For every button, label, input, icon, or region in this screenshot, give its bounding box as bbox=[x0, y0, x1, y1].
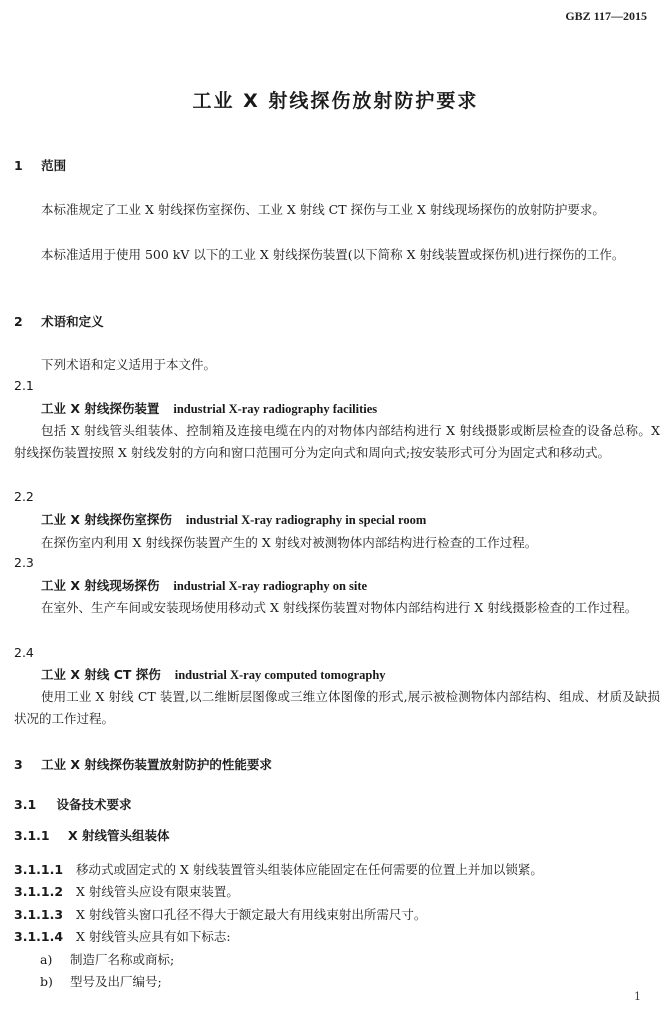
clause-number: 3.1.1.4 bbox=[14, 929, 64, 944]
section-title: 设备技术要求 bbox=[56, 797, 132, 812]
standard-code: GBZ 117—2015 bbox=[565, 9, 647, 23]
section-2-heading bbox=[14, 312, 104, 332]
clause-text: 移动式或固定式的 X 射线装置管头组装体应能固定在任何需要的位置上并加以锁紧。 bbox=[76, 862, 543, 877]
clause bbox=[14, 882, 239, 902]
list-marker: a) bbox=[40, 952, 53, 967]
section-number: 3 bbox=[14, 757, 23, 772]
term-definition: 包括 X 射线管头组装体、控制箱及连接电缆在内的对物体内部结构进行 X 射线摄影或断层检查的设备总称。X 射线探伤装置按照 X 射线发射的方向和窗口范围可分为定向式和周向式;按安装形式可分为固定式和移动式。 bbox=[14, 423, 660, 460]
term-english: industrial X-ray radiography facilities bbox=[173, 402, 378, 416]
term-chinese: 工业 X 射线现场探伤 bbox=[41, 578, 160, 593]
document-title: 工业 X 射线探伤放射防护要求 bbox=[192, 90, 479, 112]
term-number: 2.2 bbox=[14, 489, 34, 504]
term-number: 2.3 bbox=[14, 555, 34, 570]
list-item bbox=[40, 950, 174, 970]
page-number: 1 bbox=[634, 990, 641, 1003]
clause-text: X 射线管头应设有限束装置。 bbox=[76, 884, 239, 899]
section-title: 范围 bbox=[41, 158, 67, 173]
list-text: 制造厂名称或商标; bbox=[70, 952, 175, 967]
clause bbox=[14, 927, 231, 947]
term-heading bbox=[41, 399, 377, 419]
list-text: 型号及出厂编号; bbox=[70, 974, 162, 989]
term-chinese: 工业 X 射线 CT 探伤 bbox=[41, 667, 161, 682]
section-1-heading bbox=[14, 156, 66, 176]
subsection-heading bbox=[14, 795, 132, 815]
section-number: 1 bbox=[14, 158, 23, 173]
clause-text: X 射线管头应具有如下标志: bbox=[76, 929, 231, 944]
term-english: industrial X-ray radiography in special room bbox=[185, 513, 427, 527]
section-number: 3.1 bbox=[14, 797, 37, 812]
term-chinese: 工业 X 射线探伤装置 bbox=[41, 401, 160, 416]
term-definition: 使用工业 X 射线 CT 装置,以二维断层图像或三维立体图像的形式,展示被检测物体内部结构、组成、材质及缺损状况的工作过程。 bbox=[14, 689, 660, 726]
clause bbox=[14, 860, 543, 880]
clause-number: 3.1.1.2 bbox=[14, 884, 64, 899]
section-number: 2 bbox=[14, 314, 23, 329]
clause-number: 3.1.1.3 bbox=[14, 907, 64, 922]
term-heading bbox=[41, 665, 386, 685]
term-heading bbox=[41, 510, 426, 530]
term-definition: 在室外、生产车间或安装现场使用移动式 X 射线探伤装置对物体内部结构进行 X 射线摄影检查的工作过程。 bbox=[41, 600, 638, 615]
section-3-heading bbox=[14, 755, 272, 775]
section-title: 工业 X 射线探伤装置放射防护的性能要求 bbox=[41, 757, 272, 772]
term-english: industrial X-ray computed tomography bbox=[174, 668, 386, 682]
clause-text: X 射线管头窗口孔径不得大于额定最大有用线束射出所需尺寸。 bbox=[76, 907, 427, 922]
subsection-heading bbox=[14, 826, 169, 846]
term-english: industrial X-ray radiography on site bbox=[173, 579, 368, 593]
section-title: X 射线管头组装体 bbox=[67, 828, 170, 843]
term-definition: 在探伤室内利用 X 射线探伤装置产生的 X 射线对被测物体内部结构进行检查的工作过程。 bbox=[41, 535, 538, 550]
term-number: 2.1 bbox=[14, 378, 34, 393]
term-heading bbox=[41, 576, 367, 596]
list-marker: b) bbox=[40, 974, 53, 989]
clause-number: 3.1.1.1 bbox=[14, 862, 64, 877]
clause bbox=[14, 905, 426, 925]
section-title: 术语和定义 bbox=[41, 314, 104, 329]
paragraph: 下列术语和定义适用于本文件。 bbox=[41, 357, 217, 372]
term-chinese: 工业 X 射线探伤室探伤 bbox=[41, 512, 172, 527]
section-number: 3.1.1 bbox=[14, 828, 50, 843]
list-item bbox=[40, 972, 162, 992]
term-number: 2.4 bbox=[14, 645, 34, 660]
paragraph: 本标准适用于使用 500 kV 以下的工业 X 射线探伤装置(以下简称 X 射线装置或探伤机)进行探伤的工作。 bbox=[41, 247, 625, 262]
paragraph: 本标准规定了工业 X 射线探伤室探伤、工业 X 射线 CT 探伤与工业 X 射线现场探伤的放射防护要求。 bbox=[41, 202, 605, 217]
